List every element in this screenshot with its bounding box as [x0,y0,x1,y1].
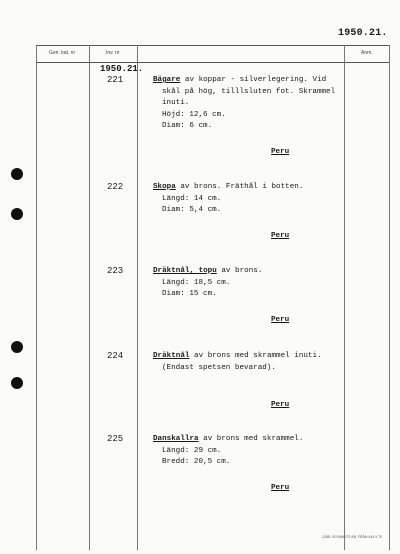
column-header-anm: Anm. [361,50,373,56]
origin-label: Peru [271,401,290,409]
punch-hole [11,168,23,180]
item-name: Skopa [153,183,176,191]
description-line [153,434,353,446]
entry-description [153,75,353,133]
entry-description [153,266,353,301]
inventory-number: 222 [107,182,124,192]
punch-hole [11,341,23,353]
measurement-line: Höjd: 12,6 cm. [162,110,226,119]
item-name: Bägare [153,76,181,84]
inventory-number: 224 [107,351,124,361]
description-line [153,182,353,194]
column-divider-left [36,45,37,550]
column-header-inv-nr: Inv. nr [106,50,120,56]
origin-label: Peru [271,484,290,492]
origin-label: Peru [271,316,290,324]
description-line [153,351,353,363]
page-number: 1950.21. [338,28,388,39]
item-material: av brons. [216,267,263,275]
item-name: Danskallra [153,435,199,443]
inventory-number: 221 [107,75,124,85]
inventory-number: 225 [107,434,124,444]
entry-description [153,351,353,374]
entry-description [153,434,353,469]
measurement-line: Bredd: 20,5 cm. [162,458,231,467]
origin-label: Peru [271,148,290,156]
origin-label: Peru [271,232,290,240]
measurement-line: Längd: 14 cm. [162,194,222,203]
measurement-line: Diam: 5,4 cm. [162,206,222,215]
column-divider-gen [89,45,90,550]
description-line: skål på hög, tilllsluten fot. Skrammel [162,87,336,96]
item-material: av brons. Fräthål i botten. [175,183,304,191]
description-line [153,266,353,278]
inventory-number: 223 [107,266,124,276]
column-divider-right [389,45,390,550]
item-material: av brons med skrammel. [198,435,304,443]
measurement-line: Längd: 18,5 cm. [162,278,231,287]
item-material: av brons med skrammel inuti. [189,352,322,360]
item-material: av koppar - silverlegering. Vid [180,76,327,84]
description-line: inuti. [162,99,190,108]
punch-hole [11,208,23,220]
punch-hole [11,377,23,389]
printer-imprint: CARL SCHMIDTS AB, FRÅN 444 9 70 [322,535,382,539]
series-number: 1950.21. [100,64,144,74]
column-header-gen-kat-nr: Gen. kat. nr [49,50,76,56]
measurement-line: Diam: 6 cm. [162,122,213,131]
item-name: Dräktnål [153,352,190,360]
item-name: Dräktnål, topu [153,267,217,275]
description-line [153,75,353,87]
measurement-line: Diam: 15 cm. [162,290,217,299]
description-line: (Endast spetsen bevarad). [162,363,276,372]
measurement-line: Längd: 29 cm. [162,446,222,455]
entry-description [153,182,353,217]
column-divider-inv [137,45,138,550]
